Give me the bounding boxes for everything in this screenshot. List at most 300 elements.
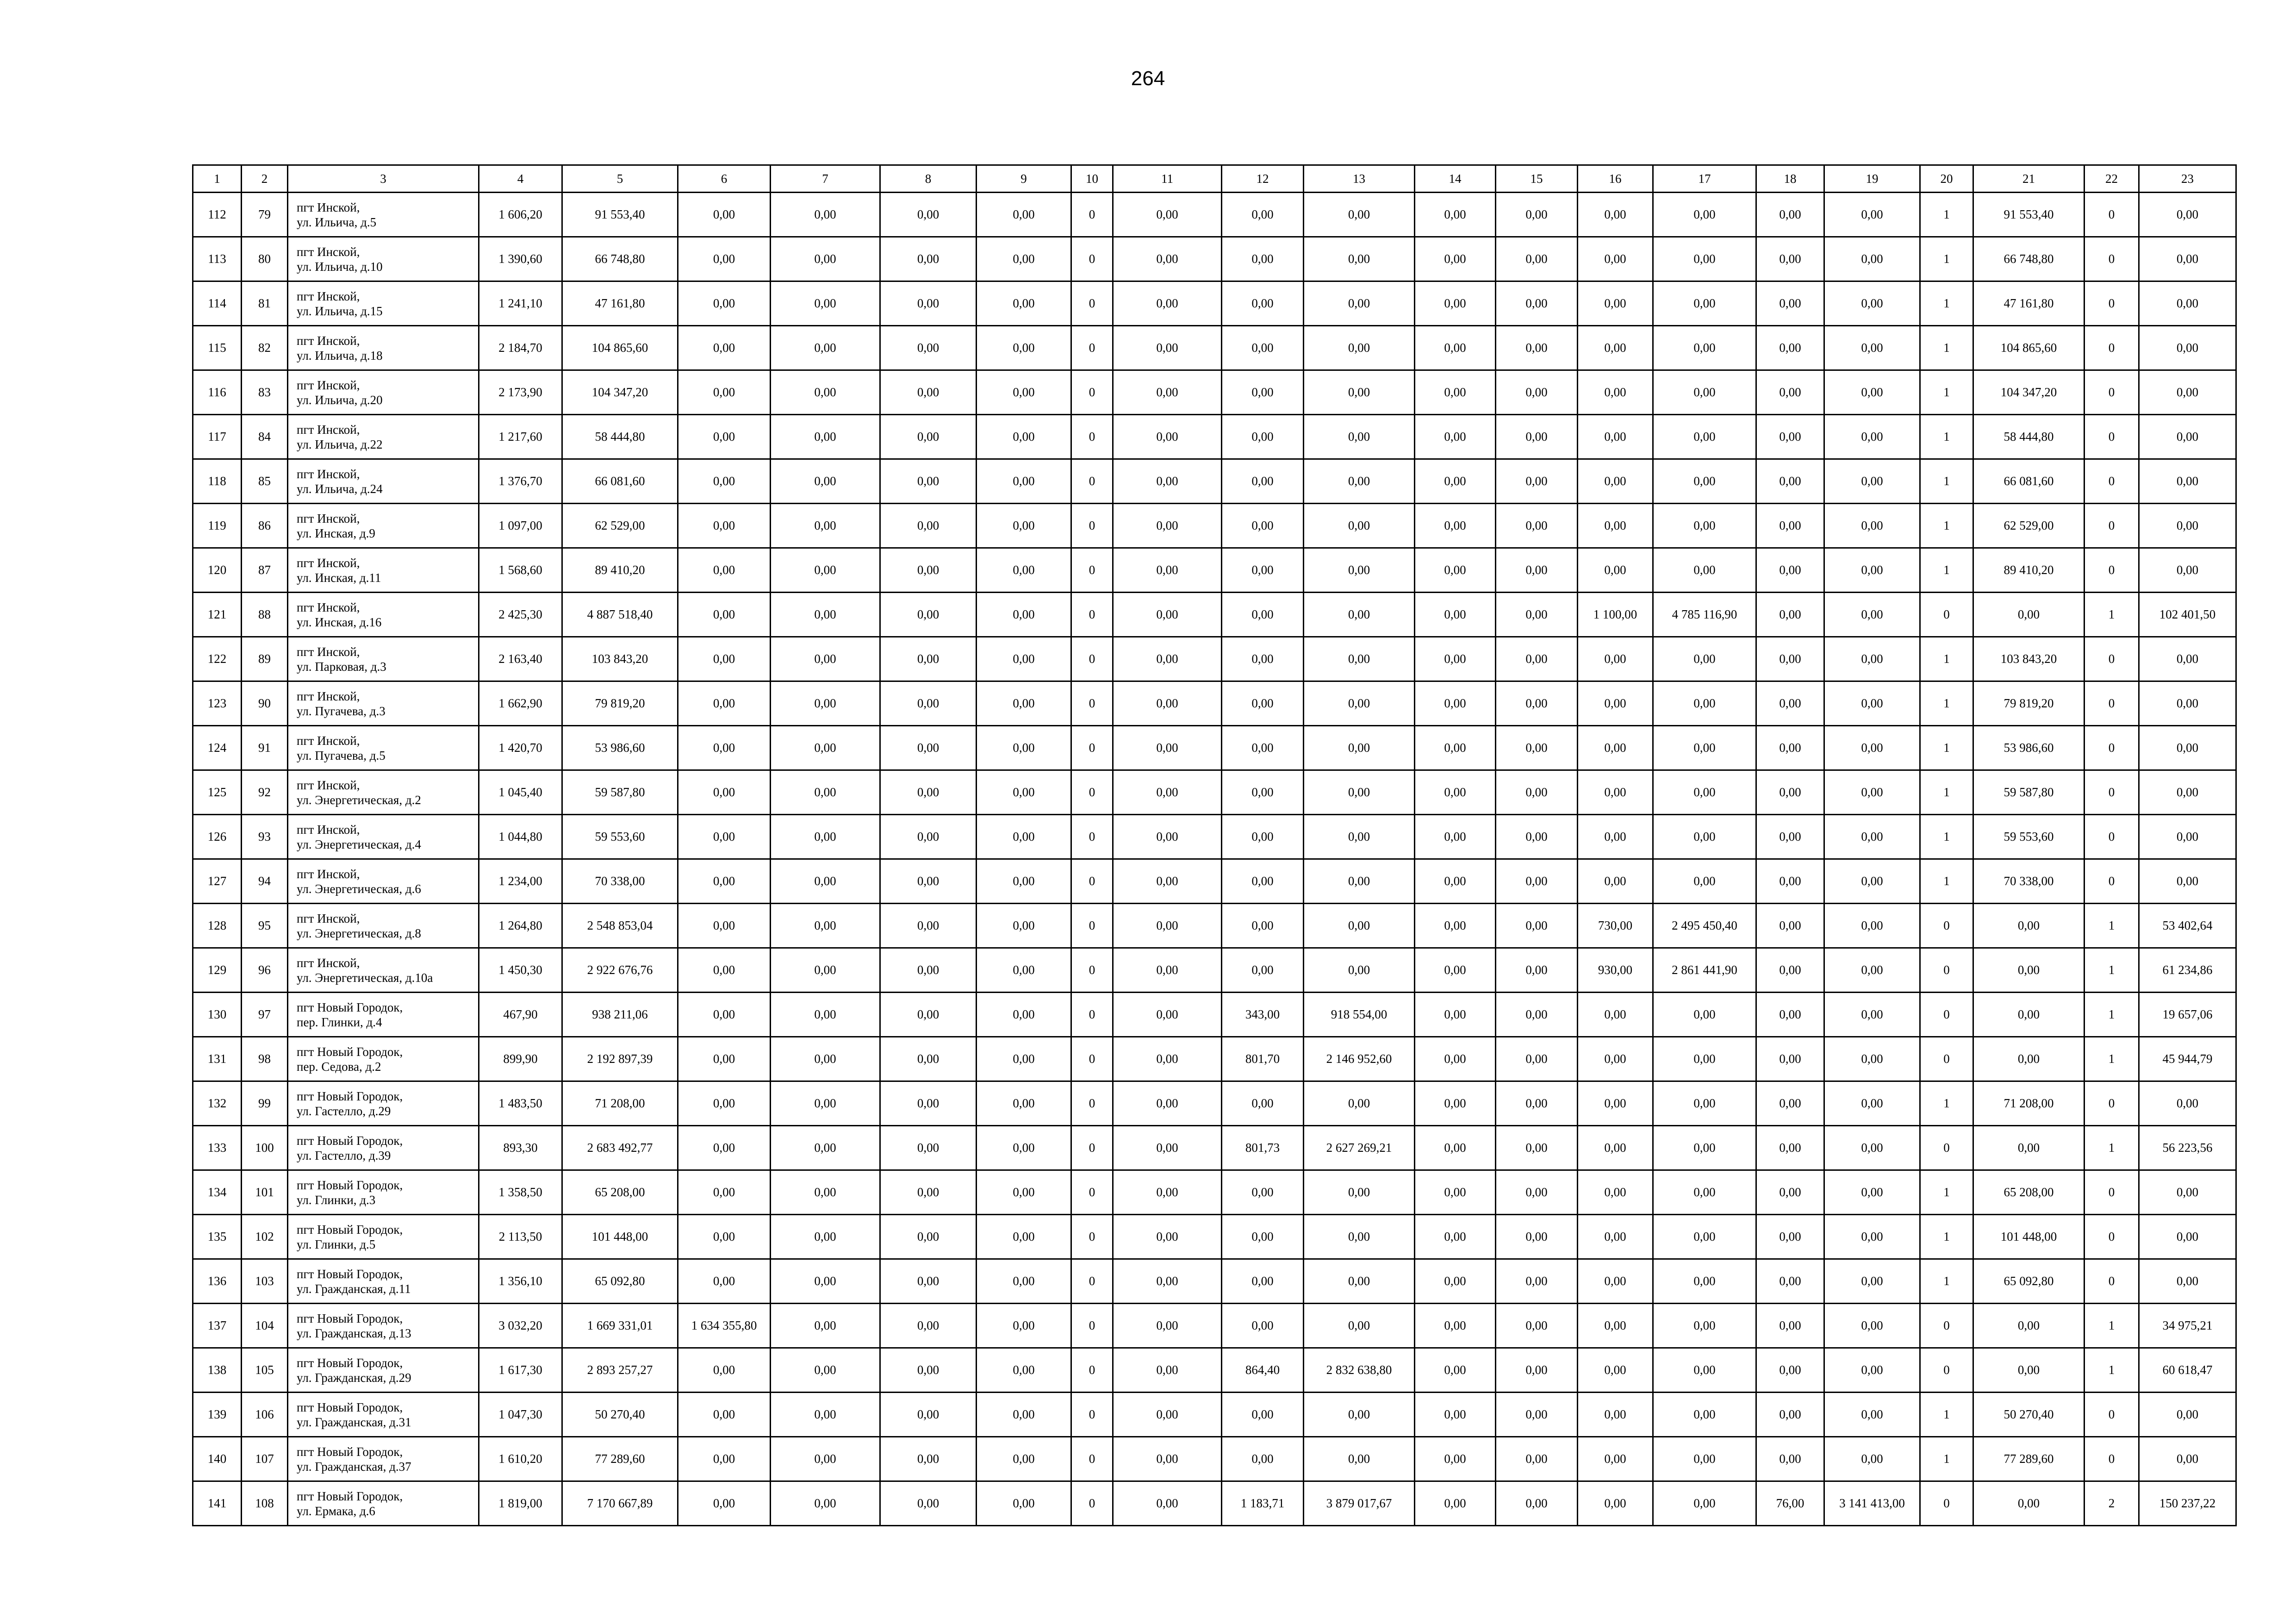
table-cell: 0,00 xyxy=(1113,1081,1222,1126)
table-cell: 0 xyxy=(1071,326,1113,370)
table-cell: 94 xyxy=(242,859,288,904)
table-cell: 0 xyxy=(1071,993,1113,1037)
column-header: 22 xyxy=(2084,165,2139,193)
table-cell: 76,00 xyxy=(1756,1481,1824,1526)
table-cell: 0,00 xyxy=(1756,681,1824,726)
table-cell: 0,00 xyxy=(678,593,771,637)
table-cell: 2 495 450,40 xyxy=(1653,904,1756,948)
table-cell: 0,00 xyxy=(977,237,1071,281)
table-cell: 0 xyxy=(1071,1304,1113,1348)
table-cell: 0,00 xyxy=(1222,1081,1304,1126)
table-cell: 0,00 xyxy=(1578,1348,1653,1393)
table-cell: 0 xyxy=(1071,370,1113,415)
table-row xyxy=(193,326,2236,370)
table-cell: 59 587,80 xyxy=(1973,770,2084,815)
table-cell: 98 xyxy=(242,1037,288,1081)
table-cell: 7 170 667,89 xyxy=(562,1481,678,1526)
address-street: ул. Гражданская, д.13 xyxy=(297,1326,411,1340)
table-cell: 89 410,20 xyxy=(562,548,678,593)
table-cell: 45 944,79 xyxy=(2139,1037,2236,1081)
address-cell xyxy=(288,415,479,459)
table-cell: 0,00 xyxy=(1496,948,1578,993)
table-cell: 0,00 xyxy=(1653,326,1756,370)
address-cell xyxy=(288,1037,479,1081)
table-cell: 0,00 xyxy=(2139,1170,2236,1215)
table-cell: 0,00 xyxy=(1756,859,1824,904)
table-cell: 101 448,00 xyxy=(1973,1215,2084,1259)
table-cell: 0,00 xyxy=(1756,1081,1824,1126)
table-cell: 918 554,00 xyxy=(1304,993,1415,1037)
table-cell: 91 xyxy=(242,726,288,770)
table-cell: 0,00 xyxy=(1415,726,1496,770)
table-cell: 930,00 xyxy=(1578,948,1653,993)
table-cell: 0,00 xyxy=(1824,1393,1920,1437)
table-cell: 1 xyxy=(1920,859,1973,904)
table-cell: 0,00 xyxy=(1304,726,1415,770)
table-cell: 2 xyxy=(2084,1481,2139,1526)
table-cell: 3 879 017,67 xyxy=(1304,1481,1415,1526)
table-cell: 0,00 xyxy=(2139,193,2236,237)
table-cell: 0,00 xyxy=(678,948,771,993)
table-cell: 0,00 xyxy=(771,1081,880,1126)
table-cell: 0,00 xyxy=(1578,859,1653,904)
table-cell: 0,00 xyxy=(678,1437,771,1481)
address-locality: пгт Новый Городок, xyxy=(297,1133,403,1148)
table-cell: 0,00 xyxy=(1496,726,1578,770)
table-cell: 0,00 xyxy=(1756,326,1824,370)
table-cell: 0,00 xyxy=(2139,237,2236,281)
address-locality: пгт Инской, xyxy=(297,778,360,792)
table-cell: 0,00 xyxy=(977,815,1071,859)
table-cell: 80 xyxy=(242,237,288,281)
table-cell: 0,00 xyxy=(678,726,771,770)
table-cell: 0,00 xyxy=(678,1393,771,1437)
table-cell: 0 xyxy=(1920,1481,1973,1526)
table-cell: 1 xyxy=(1920,237,1973,281)
table-cell: 120 xyxy=(193,548,242,593)
table-cell: 0,00 xyxy=(977,1037,1071,1081)
table-cell: 0,00 xyxy=(1496,281,1578,326)
table-cell: 0,00 xyxy=(1415,1081,1496,1126)
table-cell: 0,00 xyxy=(1578,815,1653,859)
table-cell: 0,00 xyxy=(1824,1215,1920,1259)
table-cell: 2 146 952,60 xyxy=(1304,1037,1415,1081)
table-cell: 0 xyxy=(1071,415,1113,459)
table-cell: 0,00 xyxy=(678,1126,771,1170)
table-cell: 0,00 xyxy=(771,593,880,637)
table-cell: 0,00 xyxy=(1653,1170,1756,1215)
table-cell: 0 xyxy=(2084,770,2139,815)
table-cell: 0,00 xyxy=(1653,681,1756,726)
table-cell: 95 xyxy=(242,904,288,948)
table-cell: 0,00 xyxy=(977,548,1071,593)
column-header: 12 xyxy=(1222,165,1304,193)
table-cell: 2 683 492,77 xyxy=(562,1126,678,1170)
table-cell: 61 234,86 xyxy=(2139,948,2236,993)
table-cell: 0,00 xyxy=(1415,459,1496,504)
table-cell: 65 208,00 xyxy=(562,1170,678,1215)
table-cell: 0,00 xyxy=(771,1481,880,1526)
table-cell: 0,00 xyxy=(977,281,1071,326)
address-cell xyxy=(288,1304,479,1348)
table-cell: 134 xyxy=(193,1170,242,1215)
table-cell: 0,00 xyxy=(1824,1348,1920,1393)
address-locality: пгт Инской, xyxy=(297,911,360,925)
address-cell xyxy=(288,459,479,504)
address-street: ул. Ильича, д.20 xyxy=(297,393,383,407)
table-cell: 0,00 xyxy=(1496,770,1578,815)
table-cell: 801,70 xyxy=(1222,1037,1304,1081)
table-cell: 0,00 xyxy=(1824,370,1920,415)
table-cell: 1 xyxy=(1920,1170,1973,1215)
table-cell: 0,00 xyxy=(1415,548,1496,593)
table-cell: 0 xyxy=(1920,948,1973,993)
table-cell: 0,00 xyxy=(1496,1304,1578,1348)
address-locality: пгт Новый Городок, xyxy=(297,1089,403,1103)
table-cell: 115 xyxy=(193,326,242,370)
table-cell: 104 347,20 xyxy=(1973,370,2084,415)
address-street: ул. Пугачева, д.3 xyxy=(297,704,386,718)
table-cell: 0,00 xyxy=(1578,1037,1653,1081)
table-cell: 121 xyxy=(193,593,242,637)
table-cell: 0 xyxy=(2084,415,2139,459)
column-header: 21 xyxy=(1973,165,2084,193)
table-cell: 0,00 xyxy=(977,1437,1071,1481)
table-cell: 0,00 xyxy=(1578,326,1653,370)
table-cell: 81 xyxy=(242,281,288,326)
table-cell: 88 xyxy=(242,593,288,637)
table-row xyxy=(193,1259,2236,1304)
table-cell: 0,00 xyxy=(1824,593,1920,637)
address-cell xyxy=(288,504,479,548)
table-cell: 0,00 xyxy=(678,193,771,237)
table-cell: 0,00 xyxy=(678,1081,771,1126)
table-cell: 104 347,20 xyxy=(562,370,678,415)
table-cell: 0 xyxy=(1071,1348,1113,1393)
table-cell: 0,00 xyxy=(1496,1481,1578,1526)
table-cell: 0,00 xyxy=(1415,1170,1496,1215)
table-cell: 0 xyxy=(2084,1081,2139,1126)
table-cell: 0,00 xyxy=(1756,815,1824,859)
table-cell: 85 xyxy=(242,459,288,504)
table-cell: 0,00 xyxy=(880,415,977,459)
address-cell xyxy=(288,681,479,726)
table-cell: 0,00 xyxy=(1824,504,1920,548)
table-cell: 0 xyxy=(1920,1037,1973,1081)
table-cell: 0,00 xyxy=(1113,1481,1222,1526)
table-cell: 0,00 xyxy=(1756,593,1824,637)
table-cell: 0 xyxy=(2084,548,2139,593)
table-cell: 0,00 xyxy=(1496,1037,1578,1081)
table-cell: 66 748,80 xyxy=(1973,237,2084,281)
table-cell: 0,00 xyxy=(1578,415,1653,459)
table-cell: 0,00 xyxy=(1415,1348,1496,1393)
address-locality: пгт Инской, xyxy=(297,200,360,214)
table-cell: 0,00 xyxy=(678,637,771,681)
table-cell: 0,00 xyxy=(1756,770,1824,815)
table-cell: 103 xyxy=(242,1259,288,1304)
column-header: 15 xyxy=(1496,165,1578,193)
table-cell: 92 xyxy=(242,770,288,815)
table-cell: 0,00 xyxy=(1496,1437,1578,1481)
table-cell: 66 081,60 xyxy=(562,459,678,504)
table-cell: 0,00 xyxy=(1415,1393,1496,1437)
table-cell: 0,00 xyxy=(1496,326,1578,370)
table-cell: 99 xyxy=(242,1081,288,1126)
address-street: ул. Энергетическая, д.4 xyxy=(297,837,421,851)
table-cell: 0,00 xyxy=(1756,504,1824,548)
table-cell: 0,00 xyxy=(771,815,880,859)
table-cell: 0,00 xyxy=(1653,459,1756,504)
table-cell: 899,90 xyxy=(479,1037,562,1081)
table-cell: 0,00 xyxy=(1304,948,1415,993)
table-cell: 127 xyxy=(193,859,242,904)
table-cell: 101 448,00 xyxy=(562,1215,678,1259)
address-street: ул. Гражданская, д.29 xyxy=(297,1370,411,1385)
table-cell: 0,00 xyxy=(880,1304,977,1348)
table-cell: 0,00 xyxy=(678,1170,771,1215)
address-street: ул. Глинки, д.5 xyxy=(297,1237,376,1251)
table-cell: 116 xyxy=(193,370,242,415)
table-cell: 0,00 xyxy=(1222,948,1304,993)
table-cell: 0,00 xyxy=(1113,1037,1222,1081)
table-cell: 19 657,06 xyxy=(2139,993,2236,1037)
table-cell: 0,00 xyxy=(1222,504,1304,548)
table-row xyxy=(193,993,2236,1037)
table-cell: 0,00 xyxy=(1653,1215,1756,1259)
address-cell xyxy=(288,1259,479,1304)
table-cell: 62 529,00 xyxy=(562,504,678,548)
table-cell: 0 xyxy=(2084,1437,2139,1481)
table-cell: 0,00 xyxy=(880,1481,977,1526)
table-cell: 0,00 xyxy=(1496,548,1578,593)
table-cell: 0,00 xyxy=(678,281,771,326)
table-cell: 1 xyxy=(2084,1304,2139,1348)
column-header: 14 xyxy=(1415,165,1496,193)
column-header: 9 xyxy=(977,165,1071,193)
table-cell: 0,00 xyxy=(678,504,771,548)
table-cell: 2 548 853,04 xyxy=(562,904,678,948)
address-locality: пгт Инской, xyxy=(297,689,360,703)
table-cell: 0,00 xyxy=(1113,459,1222,504)
table-cell: 1 669 331,01 xyxy=(562,1304,678,1348)
address-street: пер. Седова, д.2 xyxy=(297,1059,381,1074)
address-locality: пгт Инской, xyxy=(297,289,360,303)
table-cell: 1 xyxy=(1920,504,1973,548)
table-cell: 0,00 xyxy=(880,281,977,326)
table-cell: 1 617,30 xyxy=(479,1348,562,1393)
table-cell: 0,00 xyxy=(1222,859,1304,904)
column-header: 23 xyxy=(2139,165,2236,193)
table-cell: 0,00 xyxy=(977,459,1071,504)
table-cell: 0,00 xyxy=(1578,193,1653,237)
table-cell: 2 922 676,76 xyxy=(562,948,678,993)
table-cell: 0,00 xyxy=(771,1126,880,1170)
table-cell: 0,00 xyxy=(1304,370,1415,415)
table-cell: 0,00 xyxy=(2139,726,2236,770)
address-cell xyxy=(288,193,479,237)
table-cell: 0,00 xyxy=(1578,1170,1653,1215)
table-cell: 0,00 xyxy=(1756,1437,1824,1481)
address-cell xyxy=(288,726,479,770)
table-cell: 0,00 xyxy=(1415,1304,1496,1348)
table-row xyxy=(193,504,2236,548)
column-header: 19 xyxy=(1824,165,1920,193)
table-cell: 0,00 xyxy=(1113,815,1222,859)
table-cell: 0,00 xyxy=(977,726,1071,770)
table-cell: 0 xyxy=(1071,726,1113,770)
address-locality: пгт Новый Городок, xyxy=(297,1444,403,1459)
table-cell: 137 xyxy=(193,1304,242,1348)
table-cell: 0 xyxy=(1071,281,1113,326)
table-cell: 0,00 xyxy=(1222,1393,1304,1437)
table-cell: 0,00 xyxy=(771,1259,880,1304)
table-cell: 1 420,70 xyxy=(479,726,562,770)
table-cell: 938 211,06 xyxy=(562,993,678,1037)
table-cell: 108 xyxy=(242,1481,288,1526)
table-cell: 135 xyxy=(193,1215,242,1259)
table-cell: 65 092,80 xyxy=(1973,1259,2084,1304)
table-cell: 104 865,60 xyxy=(562,326,678,370)
table-cell: 0,00 xyxy=(1578,504,1653,548)
table-cell: 0,00 xyxy=(1113,637,1222,681)
table-cell: 1 358,50 xyxy=(479,1170,562,1215)
table-cell: 0,00 xyxy=(1973,593,2084,637)
table-cell: 0,00 xyxy=(977,1481,1071,1526)
table-cell: 1 xyxy=(1920,326,1973,370)
table-cell: 730,00 xyxy=(1578,904,1653,948)
table-row xyxy=(193,415,2236,459)
table-cell: 0,00 xyxy=(1756,726,1824,770)
table-cell: 0 xyxy=(1920,1304,1973,1348)
table-cell: 1 xyxy=(1920,281,1973,326)
address-locality: пгт Инской, xyxy=(297,600,360,614)
table-cell: 0,00 xyxy=(1415,415,1496,459)
table-cell: 0 xyxy=(1920,1126,1973,1170)
table-cell: 0,00 xyxy=(1578,281,1653,326)
table-cell: 0,00 xyxy=(1113,1393,1222,1437)
table-cell: 0,00 xyxy=(2139,1393,2236,1437)
table-cell: 0,00 xyxy=(771,281,880,326)
table-cell: 0,00 xyxy=(1756,370,1824,415)
table-cell: 1 097,00 xyxy=(479,504,562,548)
table-cell: 0,00 xyxy=(1415,859,1496,904)
header-row xyxy=(193,165,2236,193)
table-cell: 53 986,60 xyxy=(1973,726,2084,770)
table-cell: 0,00 xyxy=(1113,415,1222,459)
table-cell: 125 xyxy=(193,770,242,815)
table-cell: 1 xyxy=(2084,948,2139,993)
table-cell: 0,00 xyxy=(771,1304,880,1348)
table-cell: 0,00 xyxy=(1756,1215,1824,1259)
table-cell: 0,00 xyxy=(1824,815,1920,859)
table-cell: 0,00 xyxy=(880,637,977,681)
address-cell xyxy=(288,593,479,637)
table-cell: 0,00 xyxy=(678,681,771,726)
table-cell: 0,00 xyxy=(678,993,771,1037)
table-cell: 0,00 xyxy=(1113,1304,1222,1348)
address-locality: пгт Новый Городок, xyxy=(297,1267,403,1281)
address-street: ул. Ильича, д.18 xyxy=(297,348,383,362)
table-cell: 0,00 xyxy=(880,504,977,548)
table-row xyxy=(193,593,2236,637)
table-cell: 0 xyxy=(2084,370,2139,415)
table-cell: 0,00 xyxy=(1304,281,1415,326)
table-row xyxy=(193,1215,2236,1259)
table-cell: 0,00 xyxy=(678,1037,771,1081)
table-cell: 1 047,30 xyxy=(479,1393,562,1437)
table-cell: 0,00 xyxy=(1756,904,1824,948)
table-cell: 0,00 xyxy=(2139,1081,2236,1126)
table-cell: 0,00 xyxy=(678,770,771,815)
table-cell: 0 xyxy=(2084,459,2139,504)
table-cell: 0,00 xyxy=(1653,1037,1756,1081)
table-cell: 70 338,00 xyxy=(1973,859,2084,904)
table-cell: 0,00 xyxy=(880,193,977,237)
table-cell: 0,00 xyxy=(1496,370,1578,415)
table-cell: 0,00 xyxy=(1113,593,1222,637)
table-cell: 0,00 xyxy=(1496,1081,1578,1126)
table-cell: 1 xyxy=(1920,1259,1973,1304)
table-cell: 0,00 xyxy=(1113,504,1222,548)
table-cell: 0,00 xyxy=(771,193,880,237)
address-locality: пгт Инской, xyxy=(297,511,360,525)
table-cell: 0,00 xyxy=(2139,637,2236,681)
table-cell: 0,00 xyxy=(880,593,977,637)
table-cell: 0,00 xyxy=(1496,637,1578,681)
table-cell: 0,00 xyxy=(1222,415,1304,459)
table-cell: 0,00 xyxy=(880,1348,977,1393)
table-cell: 0,00 xyxy=(977,770,1071,815)
table-cell: 0,00 xyxy=(1824,1304,1920,1348)
table-cell: 50 270,40 xyxy=(562,1393,678,1437)
table-cell: 0,00 xyxy=(1653,548,1756,593)
table-cell: 1 662,90 xyxy=(479,681,562,726)
table-cell: 0,00 xyxy=(1496,681,1578,726)
table-cell: 0,00 xyxy=(1113,193,1222,237)
table-cell: 58 444,80 xyxy=(1973,415,2084,459)
table-cell: 0,00 xyxy=(2139,1437,2236,1481)
table-cell: 1 606,20 xyxy=(479,193,562,237)
table-cell: 0,00 xyxy=(2139,1215,2236,1259)
table-cell: 0 xyxy=(1071,459,1113,504)
table-cell: 0,00 xyxy=(678,904,771,948)
address-cell xyxy=(288,993,479,1037)
table-cell: 0,00 xyxy=(771,637,880,681)
table-cell: 0,00 xyxy=(1578,1481,1653,1526)
table-cell: 79 819,20 xyxy=(1973,681,2084,726)
table-cell: 0,00 xyxy=(1496,459,1578,504)
table-cell: 101 xyxy=(242,1170,288,1215)
column-header: 11 xyxy=(1113,165,1222,193)
table-cell: 1 264,80 xyxy=(479,904,562,948)
table-cell: 58 444,80 xyxy=(562,415,678,459)
table-cell: 0,00 xyxy=(1824,770,1920,815)
table-cell: 2 861 441,90 xyxy=(1653,948,1756,993)
table-cell: 0,00 xyxy=(1222,193,1304,237)
table-cell: 0,00 xyxy=(1304,193,1415,237)
table-cell: 3 032,20 xyxy=(479,1304,562,1348)
table-cell: 0,00 xyxy=(1113,726,1222,770)
table-cell: 0,00 xyxy=(1415,1037,1496,1081)
table-cell: 1 376,70 xyxy=(479,459,562,504)
table-cell: 0,00 xyxy=(1824,637,1920,681)
table-cell: 0,00 xyxy=(1824,1170,1920,1215)
table-cell: 0,00 xyxy=(1756,993,1824,1037)
address-street: ул. Инская, д.11 xyxy=(297,570,381,585)
table-cell: 0 xyxy=(1071,681,1113,726)
table-cell: 0 xyxy=(2084,726,2139,770)
